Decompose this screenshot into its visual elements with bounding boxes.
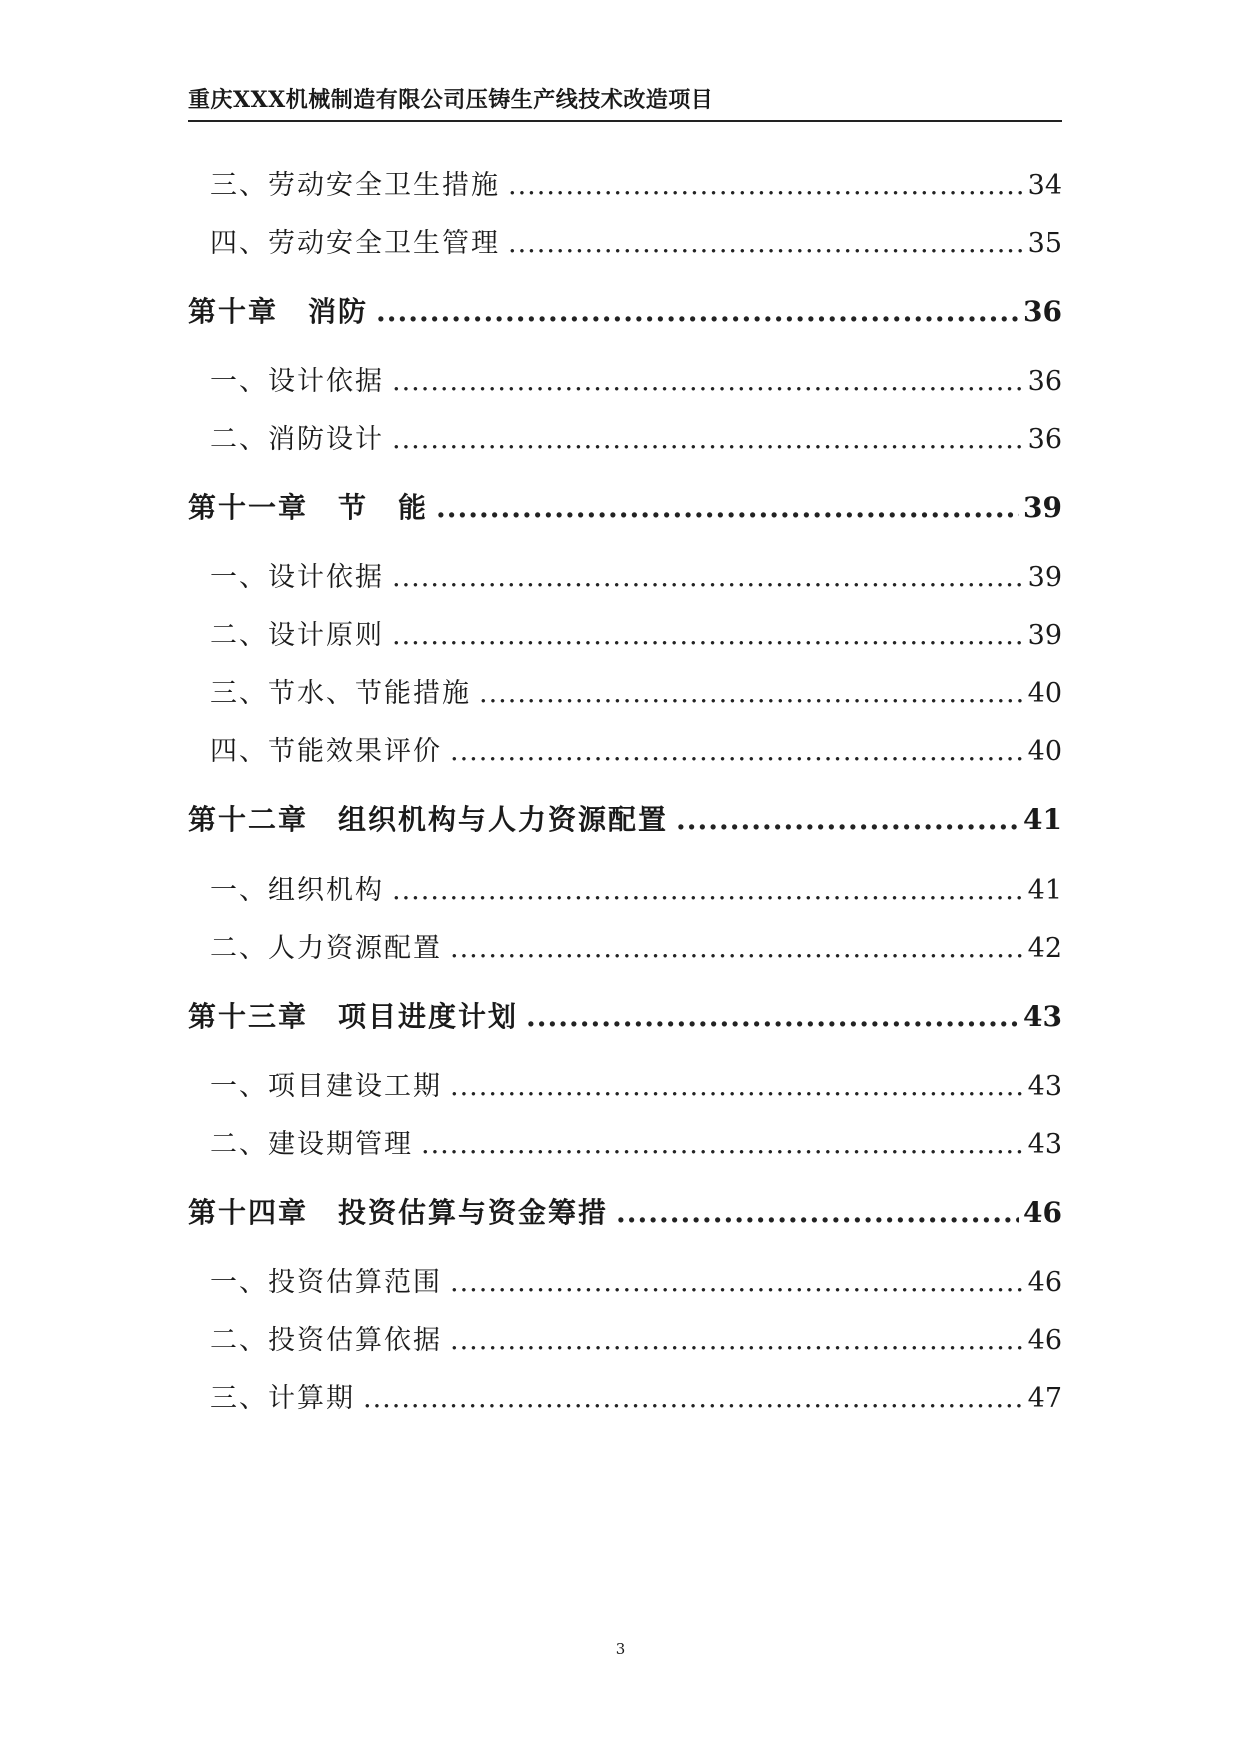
toc-page-number: 43 [1023,1000,1062,1033]
toc-page-number: 46 [1023,1196,1062,1229]
toc-dot-leader [376,295,1019,328]
toc-dot-leader [392,366,1024,397]
toc-entry-label: 一、项目建设工期 [210,1071,442,1102]
toc-chapter-entry[interactable] [188,290,1062,330]
toc-entry[interactable] [188,1376,1062,1415]
toc-dot-leader [363,1383,1024,1414]
toc-entry-label: 一、投资估算范围 [210,1267,442,1298]
toc-page-number: 36 [1027,424,1062,455]
toc-entry-label: 二、建设期管理 [210,1129,413,1160]
toc-page-number: 46 [1027,1325,1062,1356]
toc-page-number: 42 [1027,933,1062,964]
toc-dot-leader [508,170,1024,201]
toc-page-number: 39 [1027,620,1062,651]
toc-entry[interactable] [188,1318,1062,1357]
toc-dot-leader [392,620,1024,651]
toc-entry-label: 二、消防设计 [210,424,384,455]
toc-entry-label: 二、设计原则 [210,620,384,651]
toc-chapter-label: 第十章 消防 [188,295,369,328]
toc-chapter-label: 第十四章 投资估算与资金筹措 [188,1196,609,1229]
toc-dot-leader [392,424,1024,455]
toc-entry[interactable] [188,729,1062,768]
toc-page-number: 41 [1023,803,1062,836]
toc-entry-label: 二、人力资源配置 [210,933,442,964]
toc-page-number: 40 [1027,736,1062,767]
toc-chapter-label: 第十二章 组织机构与人力资源配置 [188,803,669,836]
toc-chapter-label: 第十一章 节 能 [188,491,429,524]
toc-entry-label: 一、组织机构 [210,875,384,906]
toc-chapter-label: 第十三章 项目进度计划 [188,1000,519,1033]
toc-entry[interactable] [188,417,1062,456]
toc-dot-leader [508,228,1024,259]
toc-entry[interactable] [188,163,1062,202]
toc-entry-label: 四、节能效果评价 [210,736,442,767]
toc-entry[interactable] [188,555,1062,594]
toc-dot-leader [450,1267,1024,1298]
toc-entry-label: 一、设计依据 [210,366,384,397]
toc-entry-label: 四、劳动安全卫生管理 [210,228,500,259]
toc-entry[interactable] [188,1064,1062,1103]
toc-page-number: 40 [1027,678,1062,709]
toc-page-number: 46 [1027,1267,1062,1298]
toc-page-number: 36 [1023,295,1062,328]
toc-dot-leader [421,1129,1024,1160]
toc-page-number: 47 [1027,1383,1062,1414]
toc-dot-leader [676,803,1019,836]
toc-entry[interactable] [188,613,1062,652]
toc-dot-leader [616,1196,1019,1229]
toc-page-number: 34 [1027,170,1062,201]
toc-dot-leader [450,1071,1024,1102]
toc-page-number: 43 [1027,1129,1062,1160]
toc-entry-label: 三、劳动安全卫生措施 [210,170,500,201]
toc-entry[interactable] [188,671,1062,710]
toc-page-number: 41 [1027,875,1062,906]
toc-entry-label: 三、计算期 [210,1383,355,1414]
toc-entry[interactable] [188,1122,1062,1161]
toc-entry[interactable] [188,868,1062,907]
toc-entry[interactable] [188,1260,1062,1299]
toc-dot-leader [450,933,1024,964]
toc-dot-leader [479,678,1024,709]
toc-dot-leader [450,1325,1024,1356]
toc-page-number: 35 [1027,228,1062,259]
toc-entry[interactable] [188,359,1062,398]
toc-entry-label: 二、投资估算依据 [210,1325,442,1356]
page-number: 3 [615,1640,626,1658]
toc-dot-leader [450,736,1024,767]
toc-dot-leader [436,491,1019,524]
toc-dot-leader [526,1000,1019,1033]
toc-entry[interactable] [188,221,1062,260]
toc-entry-label: 三、节水、节能措施 [210,678,471,709]
toc-chapter-entry[interactable] [188,798,1062,838]
toc-page-number: 39 [1023,491,1062,524]
toc-page-number: 36 [1027,366,1062,397]
toc-entry-label: 一、设计依据 [210,562,384,593]
toc-chapter-entry[interactable] [188,1191,1062,1231]
toc-dot-leader [392,875,1024,906]
toc-chapter-entry[interactable] [188,486,1062,526]
document-title: 重庆XXX机械制造有限公司压铸生产线技术改造项目 [188,87,714,113]
toc-dot-leader [392,562,1024,593]
toc-chapter-entry[interactable] [188,995,1062,1035]
table-of-contents [188,0,1062,1754]
toc-page-number: 39 [1027,562,1062,593]
toc-page-number: 43 [1027,1071,1062,1102]
toc-entry[interactable] [188,926,1062,965]
